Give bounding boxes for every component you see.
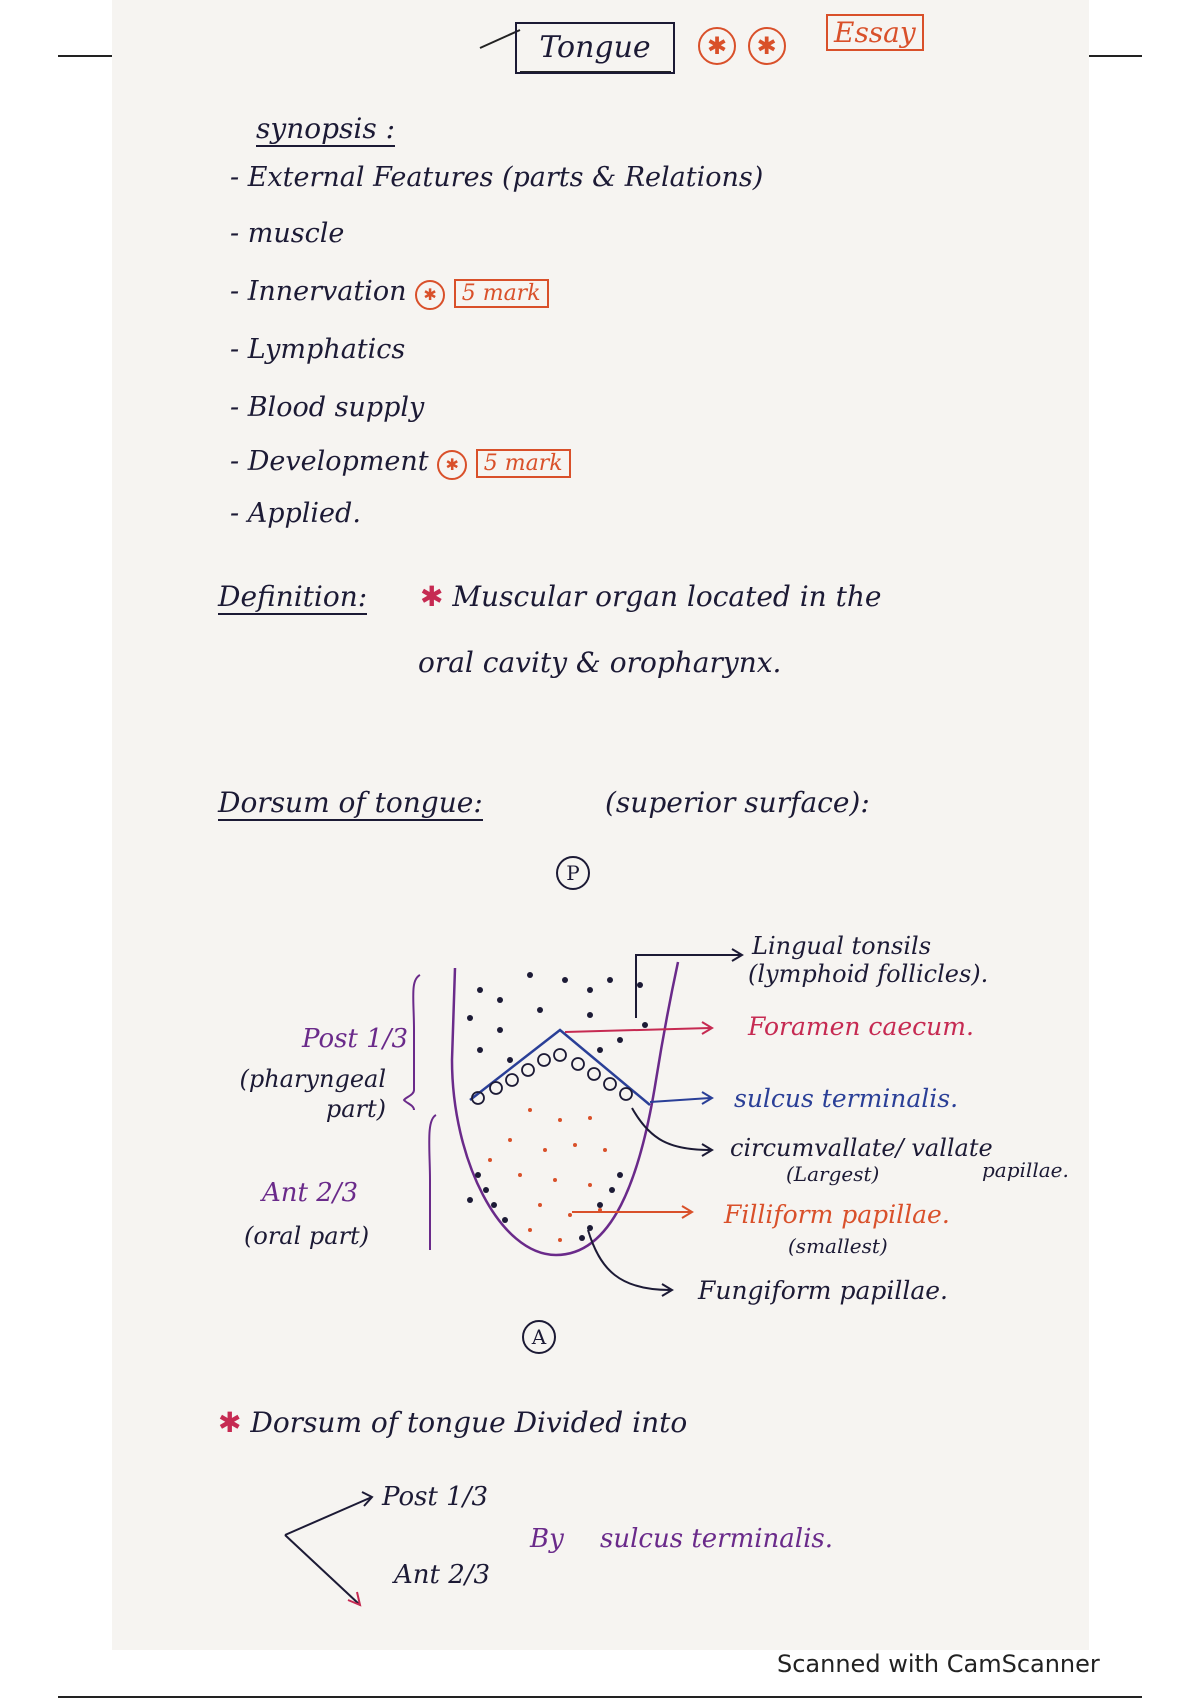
synopsis-heading-text: synopsis bbox=[256, 112, 377, 145]
synopsis-item: - Blood supply bbox=[230, 392, 425, 423]
mark-tag: 5 mark bbox=[454, 279, 549, 308]
mark-tag: 5 mark bbox=[476, 449, 571, 478]
anterior-marker-text: A bbox=[522, 1320, 556, 1354]
foramen-caecum-label: Foramen caecum. bbox=[748, 1012, 974, 1041]
filiform-sublabel: (smallest) bbox=[788, 1234, 888, 1258]
division-by-text: sulcus terminalis. bbox=[600, 1524, 834, 1554]
synopsis-item: - Applied. bbox=[230, 498, 361, 529]
star-circle-1: ✱ bbox=[698, 27, 736, 65]
posterior-third-label: Post 1/3 bbox=[302, 1024, 408, 1054]
star-circle-2: ✱ bbox=[748, 27, 786, 65]
definition-label: Definition: bbox=[218, 580, 368, 613]
division-line: ✱ Dorsum of tongue Divided into bbox=[218, 1406, 688, 1439]
circumvallate-tail: papillae. bbox=[982, 1158, 1069, 1182]
dorsum-heading-note: (superior surface): bbox=[605, 786, 870, 819]
essay-badge: Essay bbox=[826, 14, 924, 51]
dorsum-heading: Dorsum of tongue: bbox=[218, 786, 483, 819]
division-by: By bbox=[530, 1524, 564, 1554]
sulcus-terminalis-label: sulcus terminalis. bbox=[734, 1084, 959, 1113]
anterior-thirds-label: Ant 2/3 bbox=[262, 1178, 359, 1208]
definition-line-2: oral cavity & oropharynx. bbox=[418, 646, 782, 679]
fungiform-label: Fungiform papillae. bbox=[698, 1276, 948, 1305]
posterior-third-sublabel: (pharyngeal part) bbox=[239, 1065, 386, 1123]
division-branch-ant: Ant 2/3 bbox=[394, 1560, 491, 1590]
circumvallate-label: circumvallate/ vallate bbox=[730, 1134, 993, 1162]
star-mark-icon bbox=[698, 27, 786, 65]
synopsis-item-text: Innervation bbox=[247, 276, 407, 307]
synopsis-item-text: Blood supply bbox=[247, 392, 425, 423]
synopsis-item-text: Applied. bbox=[247, 498, 361, 529]
scanner-watermark: Scanned with CamScanner bbox=[777, 1650, 1100, 1678]
star-mark-icon: ✱ bbox=[415, 280, 445, 310]
posterior-marker-text: P bbox=[556, 856, 590, 890]
posterior-marker bbox=[556, 856, 590, 890]
star-mark-icon: ✱ bbox=[437, 450, 467, 480]
lingual-tonsils-label: Lingual tonsils bbox=[752, 932, 932, 960]
synopsis-item: - External Features (parts & Relations) bbox=[230, 162, 764, 193]
definition-line-1: ✱ Muscular organ located in the bbox=[420, 580, 882, 613]
page-title: Tongue bbox=[515, 22, 675, 74]
division-branch-post: Post 1/3 bbox=[382, 1482, 488, 1512]
synopsis-heading: synopsis : bbox=[256, 112, 396, 145]
synopsis-item-text: muscle bbox=[247, 218, 345, 249]
circumvallate-sublabel: (Largest) bbox=[786, 1162, 880, 1186]
synopsis-item: - Lymphatics bbox=[230, 334, 406, 365]
synopsis-item-text: External Features (parts & Relations) bbox=[247, 162, 764, 193]
synopsis-item: - Development ✱ 5 mark bbox=[230, 446, 571, 480]
lingual-tonsils-sublabel: (lymphoid follicles). bbox=[748, 960, 989, 988]
filiform-label: Filliform papillae. bbox=[724, 1200, 950, 1229]
synopsis-item-text: Development bbox=[247, 446, 429, 477]
synopsis-item-text: Lymphatics bbox=[247, 334, 406, 365]
anterior-thirds-sublabel: (oral part) bbox=[244, 1222, 370, 1250]
definition-text: Muscular organ located in the bbox=[452, 580, 882, 613]
synopsis-item: - muscle bbox=[230, 218, 345, 249]
synopsis-item: - Innervation ✱ 5 mark bbox=[230, 276, 549, 310]
anterior-marker bbox=[522, 1320, 556, 1354]
division-line-text: Dorsum of tongue Divided into bbox=[250, 1406, 688, 1439]
